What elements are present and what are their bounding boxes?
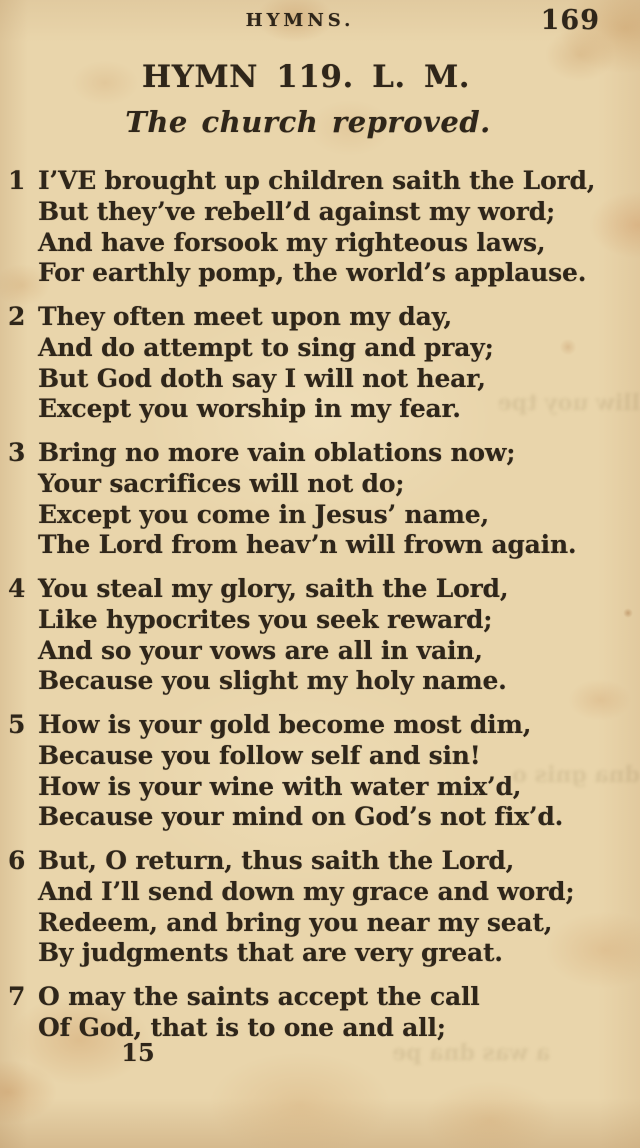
- stanza-lines: [38, 710, 640, 833]
- verse-line: But, O return, thus saith the Lord,: [38, 846, 515, 875]
- hymn-stanzas: [8, 166, 640, 1057]
- stanza: [8, 166, 640, 289]
- verse-line: Because you slight my holy name.: [38, 666, 507, 696]
- stanza: [8, 438, 640, 561]
- verse-line: By judgments that are very great.: [38, 938, 503, 968]
- stanza-number: 6: [8, 846, 26, 875]
- stanza-number: 5: [8, 710, 26, 739]
- verse-line: Bring no more vain oblations now;: [38, 438, 516, 467]
- verse-line: How is your gold become most dim,: [38, 710, 532, 739]
- hymn-title: HYMN 119. L. M.: [141, 59, 471, 95]
- stanza-lines: [38, 302, 640, 425]
- stanza-lines: [38, 574, 640, 697]
- running-header: HYMNS.: [245, 10, 355, 31]
- verse-line: And I’ll send down my grace and word;: [38, 876, 575, 906]
- stanza-lines: [38, 846, 640, 969]
- signature-mark: 15: [121, 1038, 155, 1067]
- verse-line: And do attempt to sing and pray;: [38, 332, 494, 362]
- verse-line: Of God, that is to one and all;: [38, 1012, 446, 1042]
- verse-line: The Lord from heav’n will frown again.: [38, 530, 577, 560]
- stanza: [8, 710, 640, 833]
- stanza-lines: [38, 982, 640, 1044]
- page-number: 169: [540, 5, 600, 36]
- verse-line: You steal my glory, saith the Lord,: [38, 574, 509, 603]
- stanza-number: 4: [8, 574, 26, 603]
- stanza: [8, 982, 640, 1044]
- verse-line: Because you follow self and sin!: [38, 740, 481, 770]
- verse-line: How is your wine with water mix’d,: [38, 771, 522, 801]
- verse-line: But God doth say I will not hear,: [38, 363, 486, 393]
- stanza-lines: [38, 438, 640, 561]
- stanza-number: 1: [8, 166, 26, 195]
- verse-line: They often meet upon my day,: [38, 302, 453, 331]
- show-through-smudge: dna gnis o: [512, 762, 640, 788]
- verse-line: Like hypocrites you seek reward;: [38, 604, 493, 634]
- verse-line: I’VE brought up children saith the Lord,: [38, 166, 596, 195]
- verse-line: O may the saints accept the call: [38, 982, 480, 1011]
- show-through-smudge: a was dna pe: [392, 1040, 550, 1066]
- stanza-number: 7: [8, 982, 26, 1011]
- stanza-number: 3: [8, 438, 26, 467]
- verse-line: But they’ve rebell’d against my word;: [38, 196, 556, 226]
- stanza-number: 2: [8, 302, 26, 331]
- stanza: [8, 574, 640, 697]
- verse-line: Your sacrifices will not do;: [38, 468, 405, 498]
- verse-line: Because your mind on God’s not fix’d.: [38, 802, 564, 832]
- stanza: [8, 302, 640, 425]
- verse-line: And so your vows are all in vain,: [38, 635, 483, 665]
- verse-line: For earthly pomp, the world’s applause.: [38, 258, 587, 288]
- verse-line: Redeem, and bring you near my seat,: [38, 907, 553, 937]
- verse-line: Except you come in Jesus’ name,: [38, 499, 489, 529]
- hymn-subtitle: The church reproved.: [125, 105, 491, 139]
- stanza-lines: [38, 166, 640, 289]
- verse-line: And have forsook my righteous laws,: [38, 227, 546, 257]
- show-through-smudge: lliw uoy tpe: [497, 390, 640, 416]
- verse-line: Except you worship in my fear.: [38, 394, 461, 424]
- stanza: [8, 846, 640, 969]
